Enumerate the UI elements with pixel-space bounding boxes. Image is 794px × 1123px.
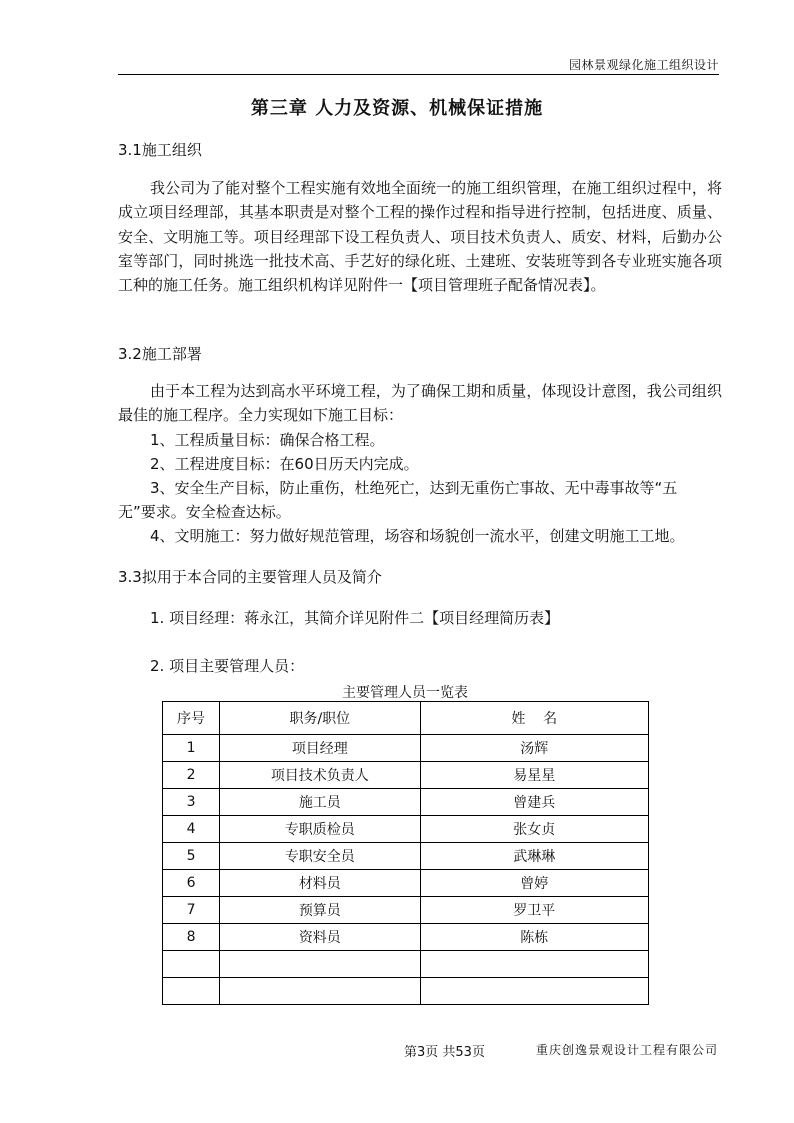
table-row-empty <box>163 978 649 1005</box>
cell-index: 8 <box>163 924 220 951</box>
cell-role <box>220 978 420 1005</box>
table-row-empty <box>163 951 649 978</box>
goal-quality: 1、工程质量目标：确保合格工程。 <box>150 431 385 449</box>
cell-index <box>163 978 220 1005</box>
cell-name: 武琳琳 <box>420 843 648 870</box>
cell-name: 曾婷 <box>420 870 648 897</box>
table-row <box>163 789 649 816</box>
cell-name: 汤辉 <box>420 735 648 762</box>
section-heading-3-2: 3.2施工部署 <box>118 345 202 363</box>
table-caption: 主要管理人员一览表 <box>342 685 468 701</box>
goal-safety-continued: 无”要求。安全检查达标。 <box>118 503 291 521</box>
cell-name: 易星星 <box>420 762 648 789</box>
cell-name: 张女贞 <box>420 816 648 843</box>
footer-page-number: 第3页 共53页 <box>404 1045 485 1060</box>
cell-name <box>420 978 648 1005</box>
table-row <box>163 924 649 951</box>
cell-index: 5 <box>163 843 220 870</box>
cell-role: 专职质检员 <box>220 816 420 843</box>
cell-role: 施工员 <box>220 789 420 816</box>
cell-index <box>163 951 220 978</box>
staff-table <box>162 701 649 1005</box>
item-main-staff: 2. 项目主要管理人员： <box>150 657 305 675</box>
cell-role: 专职安全员 <box>220 843 420 870</box>
cell-role: 项目经理 <box>220 735 420 762</box>
header-name: 姓 名 <box>420 702 648 735</box>
section-3-1-paragraph: 我公司为了能对整个工程实施有效地全面统一的施工组织管理，在施工组织过程中，将成立项目经理部，其基本职责是对整个工程的操作过程和指导进行控制，包括进度、质量、安全、文明施工等。项目经理部下设工程负责人、项目技术负责人、质安、材料，后勤办公室等部门，同时挑选一批技术高、手艺好的绿化班、土建班、安装班等到各专业班实施各项工种的施工任务。施工组织机构详见附件一【项目管理班子配备情况表】。 <box>118 179 722 295</box>
cell-role: 项目技术负责人 <box>220 762 420 789</box>
item-project-manager: 1. 项目经理：蒋永江，其简介详见附件二【项目经理简历表】 <box>150 609 560 627</box>
table-header-row <box>163 702 649 735</box>
cell-index: 2 <box>163 762 220 789</box>
footer-company-name: 重庆创逸景观设计工程有限公司 <box>535 1043 718 1057</box>
section-heading-3-3: 3.3拟用于本合同的主要管理人员及简介 <box>118 568 382 586</box>
cell-name: 曾建兵 <box>420 789 648 816</box>
cell-index: 6 <box>163 870 220 897</box>
chapter-title: 第三章 人力及资源、机械保证措施 <box>250 98 544 119</box>
running-header-title: 园林景观绿化施工组织设计 <box>568 58 719 72</box>
goal-safety: 3、安全生产目标，防止重伤，杜绝死亡，达到无重伤亡事故、无中毒事故等“五 <box>150 479 678 497</box>
table-row <box>163 870 649 897</box>
table-row <box>163 762 649 789</box>
cell-index: 1 <box>163 735 220 762</box>
cell-role: 材料员 <box>220 870 420 897</box>
cell-role <box>220 951 420 978</box>
cell-index: 4 <box>163 816 220 843</box>
cell-name <box>420 951 648 978</box>
section-3-2-paragraph: 由于本工程为达到高水平环境工程，为了确保工期和质量，体现设计意图，我公司组织最佳的施工程序。全力实现如下施工目标： <box>118 382 722 425</box>
goal-schedule: 2、工程进度目标：在60日历天内完成。 <box>150 455 419 473</box>
cell-role: 预算员 <box>220 897 420 924</box>
cell-name: 陈栋 <box>420 924 648 951</box>
goal-civilized: 4、文明施工：努力做好规范管理，场容和场貌创一流水平，创建文明施工工地。 <box>150 527 685 545</box>
cell-index: 3 <box>163 789 220 816</box>
table-row <box>163 843 649 870</box>
table-row <box>163 735 649 762</box>
cell-name: 罗卫平 <box>420 897 648 924</box>
header-role: 职务/职位 <box>220 702 420 735</box>
section-heading-3-1: 3.1施工组织 <box>118 141 202 159</box>
cell-role: 资料员 <box>220 924 420 951</box>
header-rule <box>118 74 719 75</box>
cell-index: 7 <box>163 897 220 924</box>
header-index: 序号 <box>163 702 220 735</box>
table-row <box>163 816 649 843</box>
table-row <box>163 897 649 924</box>
